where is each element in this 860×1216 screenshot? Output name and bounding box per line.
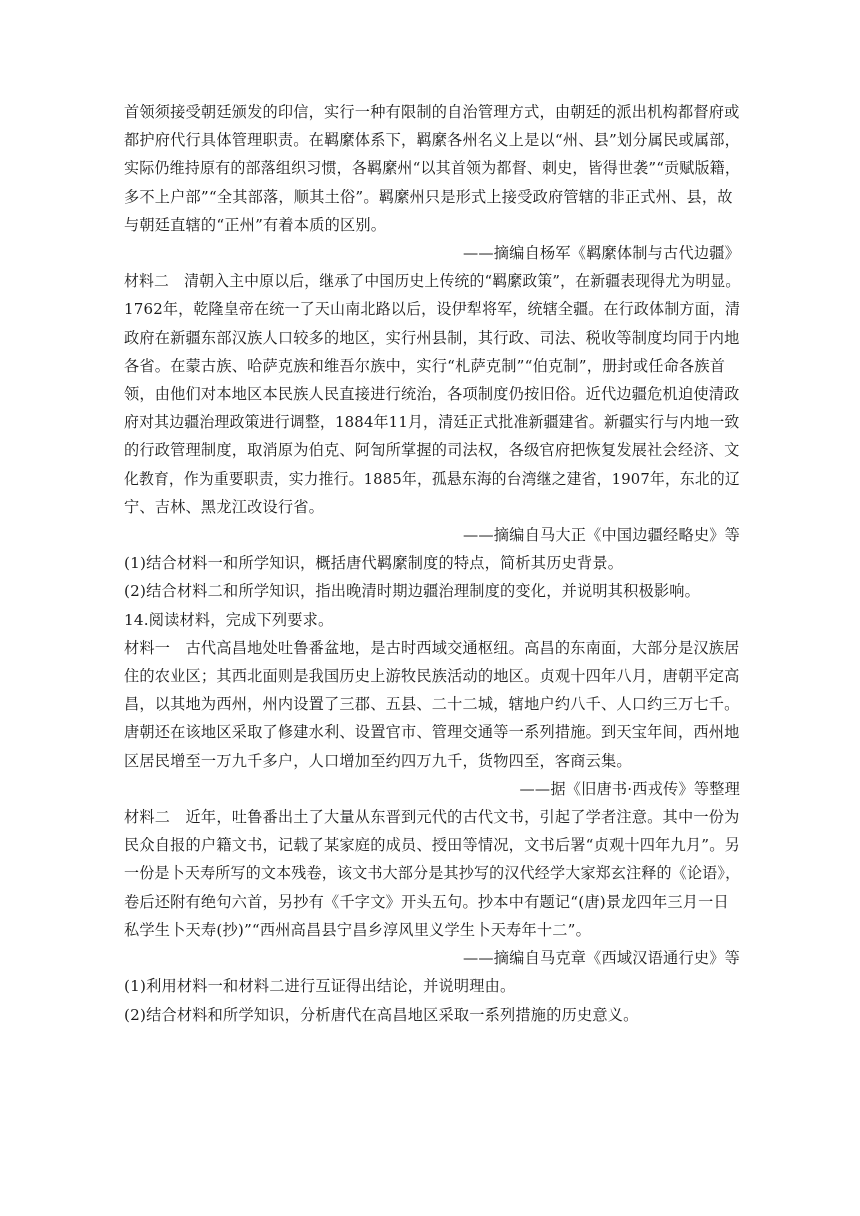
text-line: 昌，以其地为西州，州内设置了三郡、五县、二十二城，辖地户约八千、人口约三万七千。 [124,695,740,714]
text-line: 14.阅读材料，完成下列要求。 [124,610,334,629]
text-line: 卷后还附有绝句六首，另抄有《千字文》开头五句。抄本中有题记“(唐)景龙四年三月一日 [124,892,729,911]
text-line: 住的农业区；其西北面则是我国历史上游牧民族活动的地区。贞观十四年八月，唐朝平定高 [124,667,740,686]
text-line: (1)利用材料一和材料二进行互证得出结论，并说明理由。 [124,977,516,996]
text-line: (1)结合材料一和所学知识，概括唐代羁縻制度的特点，简析其历史背景。 [124,554,624,573]
text-line: 府对其边疆治理政策进行调整，1884年11月，清廷正式批准新疆建省。新疆实行与内地一致 [124,413,740,432]
text-line: 材料二 清朝入主中原以后，继承了中国历史上传统的“羁縻政策”，在新疆表现得尤为明显。 [124,272,741,291]
text-line: 材料一 古代高昌地处吐鲁番盆地，是古时西域交通枢纽。高昌的东南面，大部分是汉族居 [124,638,740,657]
text-line: 首领须接受朝廷颁发的印信，实行一种有限制的自治管理方式，由朝廷的派出机构都督府或 [124,103,740,121]
text-line: 唐朝还在该地区采取了修建水利、设置官市、管理交通等一系列措施。到天宝年间，西州地 [124,723,740,742]
text-line: 化教育，作为重要职责，实力推行。1885年，孤悬东海的台湾继之建省，1907年，东北的辽 [124,469,740,488]
text-line: 宁、吉林、黑龙江改设行省。 [124,497,325,516]
text-line: 的行政管理制度，取消原为伯克、阿訇所掌握的司法权，各级官府把恢复发展社会经济、文 [124,441,740,460]
source-citation: ——据《旧唐书·西戎传》等整理 [519,779,740,798]
text-line: 材料二 近年，吐鲁番出土了大量从东晋到元代的古代文书，引起了学者注意。其中一份为 [124,808,740,827]
source-citation: ——摘编自杨军《羁縻体制与古代边疆》 [463,244,740,263]
text-line: 民众自报的户籍文书，记载了某家庭的成员、授田等情况，文书后署“贞观十四年九月”。另 [124,836,740,855]
text-line: 各省。在蒙古族、哈萨克族和维吾尔族中，实行“札萨克制”“伯克制”，册封或任命各族首 [124,356,726,375]
text-line: 一份是卜天寿所写的文本残卷，该文书大部分是其抄写的汉代经学大家郑玄注释的《论语》， [124,864,741,883]
text-line: 都护府代行具体管理职责。在羁縻体系下，羁縻各州名义上是以“州、县”划分属民或属部， [124,131,740,150]
source-citation: ——摘编自马克章《西域汉语通行史》等 [463,949,740,968]
text-line: 实际仍维持原有的部落组织习惯，各羁縻州“以其首领为都督、刺史，皆得世袭”“贡赋版籍， [124,159,741,178]
text-line: 与朝廷直辖的“正州”有着本质的区别。 [124,215,387,234]
text-line: 领，由他们对本地区本民族人民直接进行统治，各项制度仍按旧俗。近代边疆危机迫使清政 [124,385,740,404]
text-line: (2)结合材料和所学知识，分析唐代在高昌地区采取一系列措施的历史意义。 [124,1005,639,1024]
text-line: 多不上户部”“全其部落，顺其土俗”。羁縻州只是形式上接受政府管辖的非正式州、县，故 [124,187,733,206]
text-line: (2)结合材料二和所学知识，指出晚清时期边疆治理制度的变化，并说明其积极影响。 [124,582,701,601]
text-line: 政府在新疆东部汉族人口较多的地区，实行州县制，其行政、司法、税收等制度均同于内地 [124,328,740,347]
text-line: 区居民增至一万九千多户，人口增加至约四万九千，货物四至，客商云集。 [124,751,632,770]
source-citation: ——摘编自马大正《中国边疆经略史》等 [463,526,740,545]
document-body [124,98,740,1029]
text-line: 1762年，乾隆皇帝在统一了天山南北路以后，设伊犁将军，统辖全疆。在行政体制方面，清 [124,300,741,319]
text-line: 私学生卜天寿(抄)”“西州高昌县宁昌乡淳风里义学生卜天寿年十二”。 [124,920,591,939]
